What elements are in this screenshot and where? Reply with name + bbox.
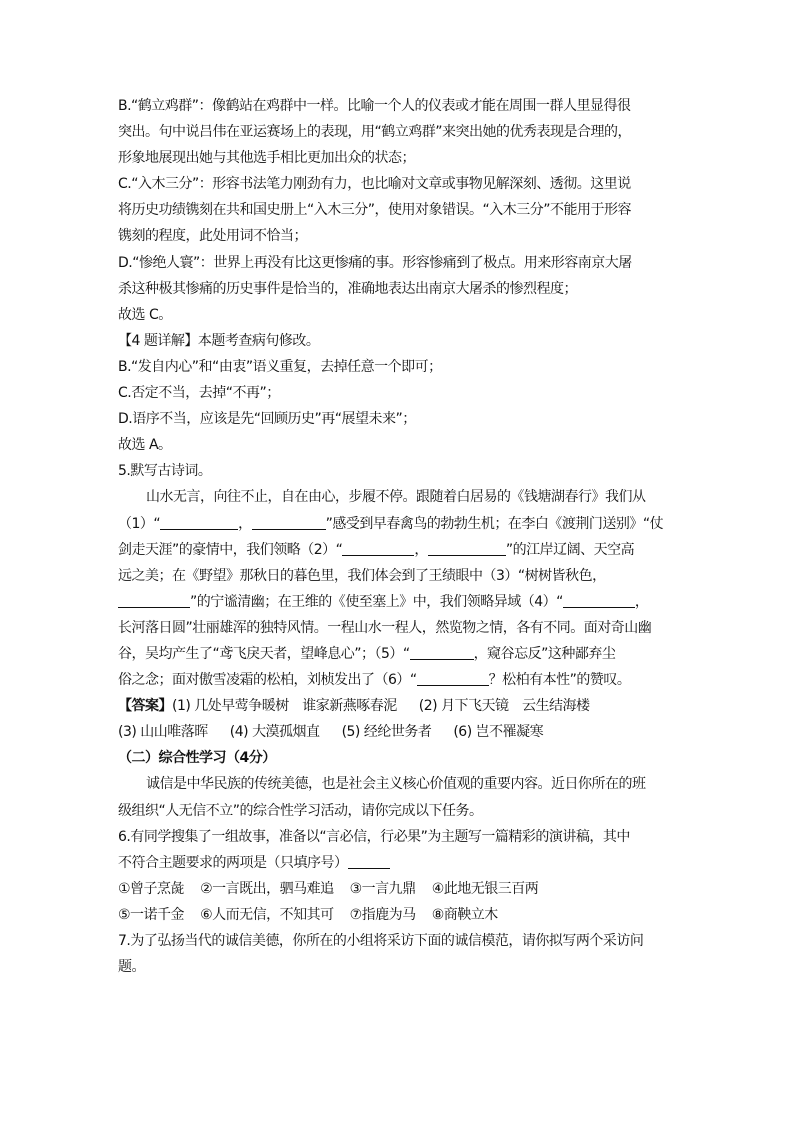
section2-heading: （二）综合性学习（4分） [118,750,276,767]
q3-option-d-line2: 杀这种极其惨痛的历史事件是恰当的，准确地表达出南京大屠杀的惨烈程度； [118,280,577,297]
q5-text: 长河落日圆”壮丽雄浑的独特风情。一程山水一程人，然览物之情，各有不同。面对奇山幽 [118,619,652,636]
section2-intro-line1: 诚信是中华民族的传统美德，也是社会主义核心价值观的重要内容。近日你所在的班 [146,776,646,793]
option: ⑦指鹿为马 [349,906,416,923]
document-body [118,93,684,980]
fill-blank [417,669,489,686]
q3-option-b-line1: B.“鹤立鸡群”：像鹤站在鸡群中一样。比喻一个人的仪表或才能在周围一群人里显得很 [118,98,631,114]
answer-5: (5) 经纶世务者 [341,724,432,741]
answer-1: (1) 几处早莺争暖树 谁家新燕啄春泥 [172,698,397,715]
q6-options-row1 [118,876,684,902]
q3-option-c-line3: 镌刻的程度，此处用词不恰当； [118,228,307,245]
q3-option-d-line1: D.“惨绝人寰”：世界上再没有比这更惨痛的事。形容惨痛到了极点。用来形容南京大屠 [118,254,632,271]
q5-passage-line2 [118,511,684,537]
answer-6: (6) 岂不罹凝寒 [453,724,544,741]
q4-option-d: D.语序不当，应该是先“回顾历史”再“展望未来”； [118,411,416,428]
option: ⑥人而无信，不知其可 [200,906,334,923]
q4-option-c: C.否定不当，去掉“不再”； [118,385,280,402]
fill-blank [252,513,326,530]
q5-text: ， [414,541,428,558]
q5-passage-line5 [118,589,684,615]
q3-option-c-line1: C.“入木三分”：形容书法笔力刚劲有力，也比喻对文章或事物见解深刻、透彻。这里说 [118,176,631,193]
q4-conclusion: 故选 A。 [118,437,172,454]
option: ⑧商鞅立木 [431,906,498,923]
answer-line1 [118,693,684,719]
q6-line2 [118,850,684,876]
q5-text: ， [634,593,649,610]
q3-conclusion: 故选 C。 [118,306,172,323]
answer-2: (2) 月下飞天镜 云生结海楼 [418,698,590,715]
fill-blank [160,513,238,530]
q6-line1: 6.有同学搜集了一组故事，准备以“言必信，行必果”为主题写一篇精彩的演讲稿，其中 [118,828,630,845]
option: ②一言既出，驷马难追 [200,880,334,897]
q5-passage-line4 [118,563,684,589]
q5-passage-line8 [118,667,684,693]
q5-title: 5.默写古诗词。 [118,463,212,480]
answer-label: 【答案】 [118,698,172,715]
q3-option-b-line3: 形象地展现出她与其他选手相比更加出众的状态； [118,150,415,167]
fill-blank [563,591,635,608]
answer-3: (3) 山山唯落晖 [118,724,208,741]
option: ①曾子烹彘 [118,880,185,897]
q3-option-c-line2: 将历史功绩镌刻在共和国史册上“入木三分”，使用对象错误。“入木三分”不能用于形容 [118,202,632,219]
fill-blank [118,591,190,608]
q5-text: （1）“ [118,515,161,532]
q5-text: 剑走天涯”的豪情中，我们领略（2）“ [118,541,343,558]
answer-line2 [118,719,684,745]
q5-text: 谷，吴均产生了“鸢飞戾天者，望峰息心”；（5）“ [118,645,410,662]
q5-passage-line1 [118,484,684,510]
q5-passage-line7 [118,641,684,667]
q4-option-b: B.“发自内心”和“由衷”语义重复，去掉任意一个即可； [118,358,442,375]
q3-option-b-line2: 突出。句中说吕伟在亚运赛场上的表现，用“鹤立鸡群”来突出她的优秀表现是合理的， [118,124,632,141]
option: ⑤一诺千金 [118,906,185,923]
section2-intro-line2: 级组织“人无信不立”的综合性学习活动，请你完成以下任务。 [118,802,483,819]
q4-heading: 【4 题详解】本题考查病句修改。 [118,332,320,349]
q5-text: ， [238,515,252,532]
answer-4: (4) 大漠孤烟直 [229,724,320,741]
fill-blank [410,643,474,660]
q5-text: 俗之念；面对傲雪凌霜的松柏，刘桢发出了（6）“ [118,672,417,689]
q5-text: ，窥谷忘反”这种鄙弃尘 [473,645,616,662]
q7-line1: 7.为了弘扬当代的诚信美德，你所在的小组将采访下面的诚信模范，请你拟写两个采访问 [118,933,644,949]
q5-text: ”感受到早春禽鸟的勃勃生机；在李白《渡荆门送别》“仗 [325,515,664,532]
q5-text: ？松柏有本性”的赞叹。 [488,672,631,689]
q7-line2: 题。 [118,959,145,976]
q6-prompt: 不符合主题要求的两项是（只填序号） [118,854,348,871]
q6-options-row2 [118,902,684,928]
option: ④此地无银三百两 [431,880,539,897]
option: ③一言九鼎 [349,880,416,897]
q5-text: 山水无言，向往不止，自在由心，步履不停。跟随着白居易的《钱塘湖春行》我们从 [146,489,646,506]
answer-blank [348,852,390,869]
q5-passage-line6 [118,615,684,641]
q5-text: ”的宁谧清幽；在王维的《使至塞上》中，我们领略异域（4）“ [190,593,563,610]
fill-blank [342,539,414,556]
q5-passage-line3 [118,537,684,563]
fill-blank [428,539,506,556]
q5-text: 远之美；在《野望》那秋日的暮色里，我们体会到了王绩眼中（3）“树树皆秋色， [118,567,606,584]
q5-text: ”的江岸辽阔、天空高 [505,541,635,558]
